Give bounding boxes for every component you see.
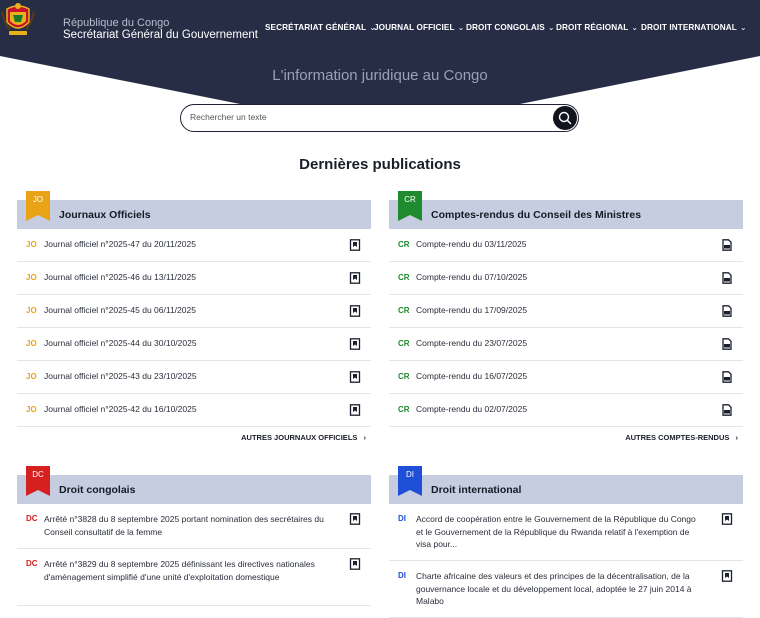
bookmark-icon[interactable] xyxy=(721,570,733,582)
badge-text: CR xyxy=(404,195,416,204)
nav-label: DROIT RÉGIONAL xyxy=(556,23,629,32)
item-label[interactable]: Compte-rendu du 16/07/2025 xyxy=(416,371,528,381)
item-code: JO xyxy=(26,240,37,249)
item-label[interactable]: Journal officiel n°2025-42 du 16/10/2025 xyxy=(44,404,197,414)
list-item[interactable] xyxy=(17,229,371,262)
item-label[interactable]: Compte-rendu du 23/07/2025 xyxy=(416,338,528,348)
chevron-down-icon: ⌄ xyxy=(457,23,465,32)
card-header xyxy=(17,200,371,229)
publication-list xyxy=(17,229,371,427)
badge-text: DI xyxy=(406,470,414,479)
bookmark-icon[interactable] xyxy=(349,513,361,525)
list-item[interactable] xyxy=(389,561,743,618)
card-badge xyxy=(26,191,50,221)
bookmark-icon[interactable] xyxy=(349,558,361,570)
pdf-icon[interactable] xyxy=(721,272,733,284)
list-item[interactable] xyxy=(389,328,743,361)
item-code: DI xyxy=(398,514,406,523)
item-label[interactable]: Arrêté n°3828 du 8 septembre 2025 portant nomination des secrétaires du Conseil consultatif de la femme xyxy=(44,514,324,537)
tagline: L'information juridique au Congo xyxy=(272,67,488,84)
pdf-icon[interactable] xyxy=(721,371,733,383)
item-label[interactable]: Journal officiel n°2025-43 du 23/10/2025 xyxy=(44,371,197,381)
chevron-right-icon: › xyxy=(735,433,738,442)
nav-droit-congolais[interactable] xyxy=(466,23,555,32)
card-title[interactable]: Comptes-rendus du Conseil des Ministres xyxy=(431,209,642,221)
list-item[interactable] xyxy=(389,229,743,262)
nav-secretariat-general[interactable] xyxy=(265,23,376,32)
chevron-down-icon: ⌄ xyxy=(631,23,639,32)
list-item[interactable] xyxy=(17,295,371,328)
nav-label: JOURNAL OFFICIEL xyxy=(374,23,455,32)
card-badge xyxy=(398,466,422,496)
bookmark-icon[interactable] xyxy=(721,513,733,525)
list-item[interactable] xyxy=(17,504,371,549)
item-label[interactable]: Journal officiel n°2025-44 du 30/10/2025 xyxy=(44,338,197,348)
item-code: DC xyxy=(26,514,38,523)
brand-org[interactable]: Secrétariat Général du Gouvernement xyxy=(63,29,258,41)
card-title[interactable]: Droit congolais xyxy=(59,484,136,496)
search-input[interactable] xyxy=(190,112,530,122)
nav-droit-regional[interactable] xyxy=(556,23,638,32)
chevron-down-icon: ⌄ xyxy=(369,23,377,32)
chevron-right-icon: › xyxy=(363,433,366,442)
pdf-icon[interactable] xyxy=(721,404,733,416)
publication-list xyxy=(389,229,743,427)
card-title[interactable]: Droit international xyxy=(431,484,522,496)
item-label[interactable]: Journal officiel n°2025-45 du 06/11/2025 xyxy=(44,305,196,315)
list-item[interactable] xyxy=(17,361,371,394)
chevron-down-icon: ⌄ xyxy=(739,23,747,32)
publication-list xyxy=(389,504,743,618)
brand-country: République du Congo xyxy=(63,17,170,29)
list-item[interactable] xyxy=(389,262,743,295)
list-item[interactable] xyxy=(389,295,743,328)
publication-list xyxy=(17,504,371,606)
more-label: AUTRES COMPTES-RENDUS xyxy=(625,433,730,442)
item-label[interactable]: Compte-rendu du 03/11/2025 xyxy=(416,239,527,249)
card-badge xyxy=(26,466,50,496)
search-button[interactable] xyxy=(553,106,577,130)
nav-label: SECRÉTARIAT GÉNÉRAL xyxy=(265,23,367,32)
item-code: CR xyxy=(398,240,410,249)
item-code: JO xyxy=(26,273,37,282)
badge-text: JO xyxy=(32,195,44,204)
item-code: CR xyxy=(398,306,410,315)
list-item[interactable] xyxy=(389,394,743,427)
card-badge xyxy=(398,191,422,221)
bookmark-icon[interactable] xyxy=(349,272,361,284)
more-link-journaux[interactable] xyxy=(241,433,366,442)
card-header xyxy=(389,200,743,229)
item-label[interactable]: Compte-rendu du 17/09/2025 xyxy=(416,305,528,315)
item-label[interactable]: Compte-rendu du 02/07/2025 xyxy=(416,404,528,414)
item-code: CR xyxy=(398,405,410,414)
item-code: CR xyxy=(398,273,410,282)
search-icon xyxy=(553,106,577,130)
list-item[interactable] xyxy=(17,328,371,361)
item-code: JO xyxy=(26,372,37,381)
card-header xyxy=(389,475,743,504)
item-code: JO xyxy=(26,405,37,414)
search-box xyxy=(180,104,579,132)
pdf-icon[interactable] xyxy=(721,338,733,350)
list-item[interactable] xyxy=(389,504,743,561)
item-code: JO xyxy=(26,306,37,315)
list-item[interactable] xyxy=(17,262,371,295)
coat-of-arms-logo[interactable] xyxy=(0,0,36,38)
item-code: JO xyxy=(26,339,37,348)
nav-label: DROIT INTERNATIONAL xyxy=(641,23,737,32)
more-link-comptes-rendus[interactable] xyxy=(625,433,738,442)
item-code: CR xyxy=(398,339,410,348)
section-title: Dernières publications xyxy=(299,156,461,173)
bookmark-icon[interactable] xyxy=(349,404,361,416)
nav-droit-international[interactable] xyxy=(641,23,747,32)
bookmark-icon[interactable] xyxy=(349,371,361,383)
item-label[interactable]: Journal officiel n°2025-46 du 13/11/2025 xyxy=(44,272,196,282)
card-header xyxy=(17,475,371,504)
badge-text: DC xyxy=(32,470,44,479)
list-item[interactable] xyxy=(17,549,371,606)
more-label: AUTRES JOURNAUX OFFICIELS xyxy=(241,433,358,442)
nav-journal-officiel[interactable] xyxy=(374,23,464,32)
bookmark-icon[interactable] xyxy=(349,338,361,350)
item-label[interactable]: Compte-rendu du 07/10/2025 xyxy=(416,272,528,282)
pdf-icon[interactable] xyxy=(721,305,733,317)
chevron-down-icon: ⌄ xyxy=(547,23,555,32)
pdf-icon[interactable] xyxy=(721,239,733,251)
item-label[interactable]: Journal officiel n°2025-47 du 20/11/2025 xyxy=(44,239,196,249)
card-title[interactable]: Journaux Officiels xyxy=(59,209,151,221)
item-label[interactable]: Accord de coopération entre le Gouvernement de la République du Congo et le Gouvernement de la République du Rwanda relatif à l'exemption de visa pour... xyxy=(416,514,696,549)
list-item[interactable] xyxy=(17,394,371,427)
bookmark-icon[interactable] xyxy=(349,305,361,317)
item-label[interactable]: Arrêté n°3829 du 8 septembre 2025 définissant les directives nationales d'aménagement simplifié d'une unité d'exploitation domestique xyxy=(44,559,315,582)
item-code: DI xyxy=(398,571,406,580)
item-code: DC xyxy=(26,559,38,568)
site-header xyxy=(0,0,760,160)
bookmark-icon[interactable] xyxy=(349,239,361,251)
item-label[interactable]: Charte africaine des valeurs et des principes de la décentralisation, de la gouvernance locale et du développement local, adoptée le 27 juin 2014 à Malabo xyxy=(416,571,692,606)
item-code: CR xyxy=(398,372,410,381)
nav-label: DROIT CONGOLAIS xyxy=(466,23,545,32)
list-item[interactable] xyxy=(389,361,743,394)
